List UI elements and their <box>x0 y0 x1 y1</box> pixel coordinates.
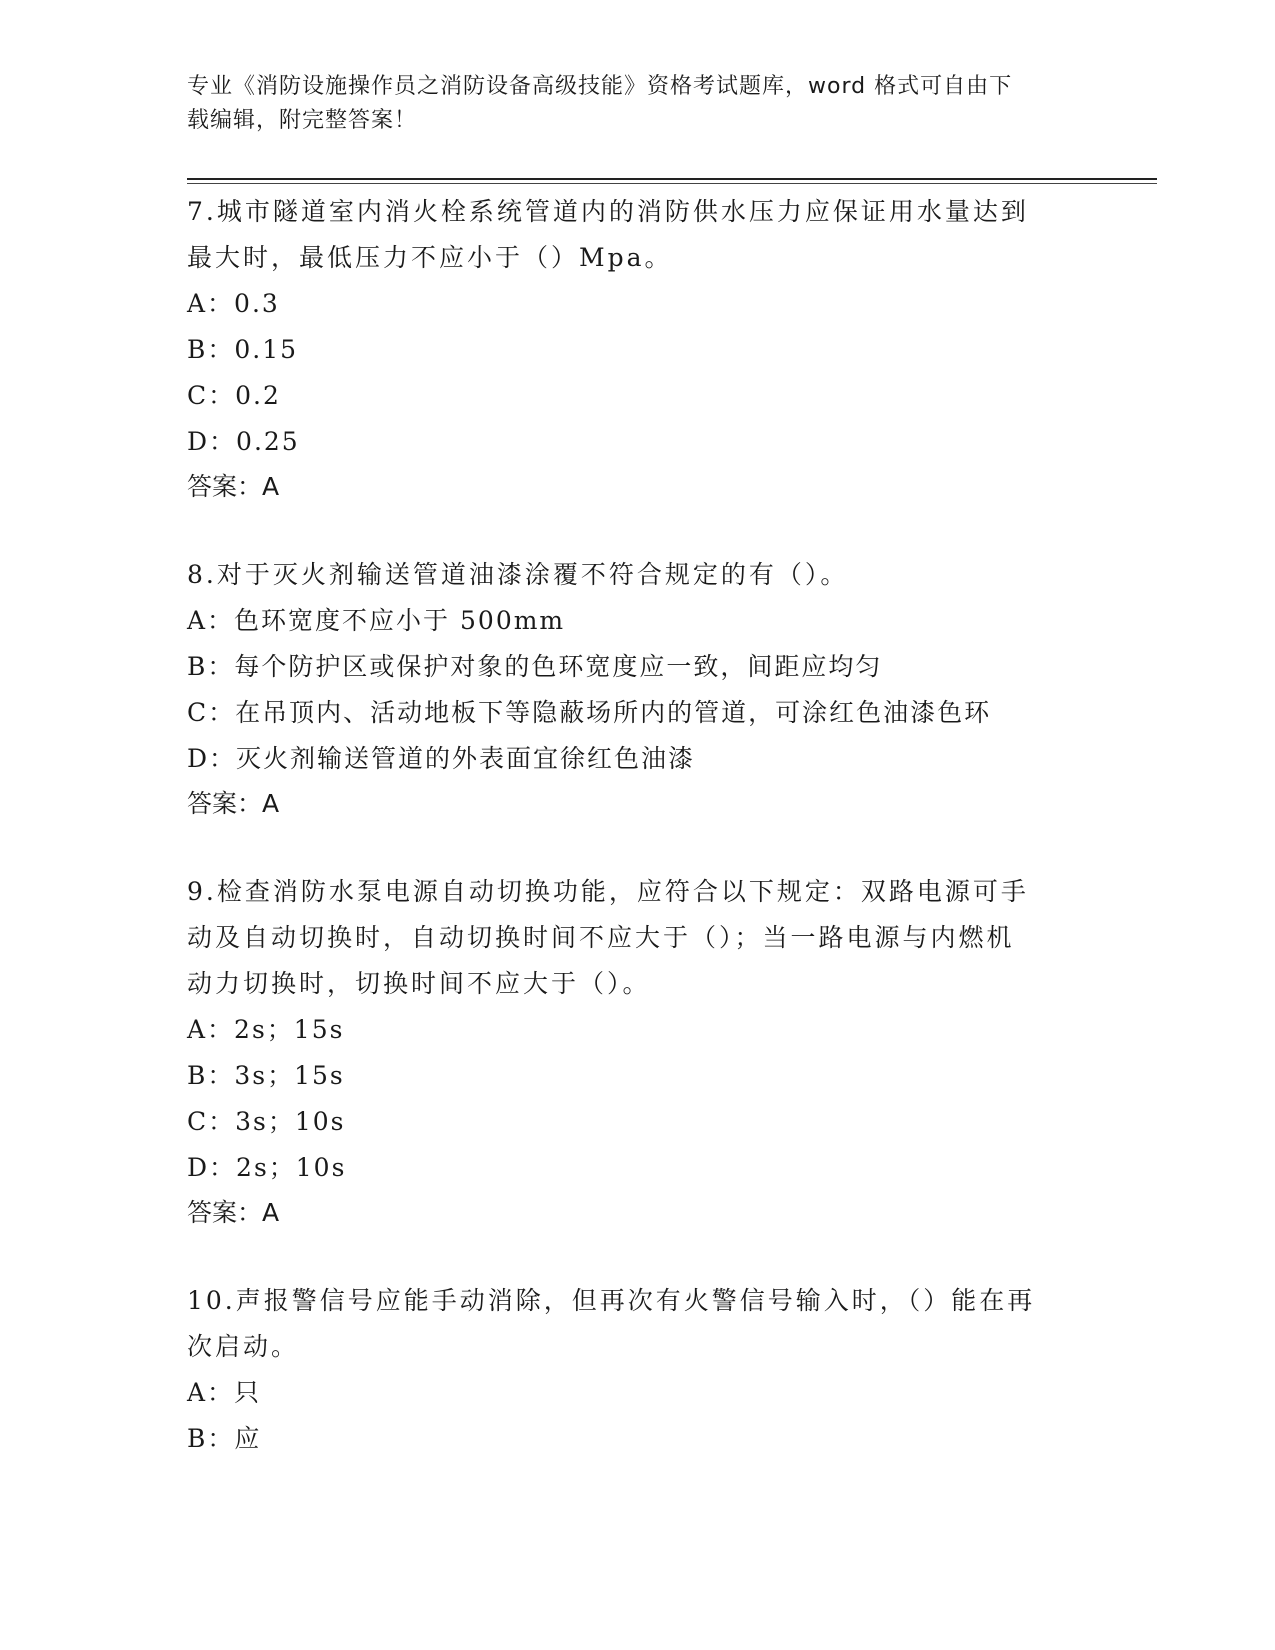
option-b: B：应 <box>187 1424 262 1453</box>
option-d: D：0.25 <box>187 427 300 456</box>
option-a: A：2s；15s <box>187 1015 345 1044</box>
stem-line: 动及自动切换时，自动切换时间不应大于（）；当一路电源与内燃机 <box>187 923 1015 952</box>
option-c: C：3s；10s <box>187 1107 346 1136</box>
question-stem <box>187 189 1087 281</box>
question-stem <box>187 552 1087 598</box>
option-a: A：色环宽度不应小于 500mm <box>187 606 566 635</box>
document-header <box>187 70 1067 138</box>
option-b: B：每个防护区或保护对象的色环宽度应一致，间距应均匀 <box>187 652 883 681</box>
option-a: A：只 <box>187 1378 262 1407</box>
option-d: D：灭火剂输送管道的外表面宜徐红色油漆 <box>187 744 696 773</box>
option-c: C：在吊顶内、活动地板下等隐蔽场所内的管道，可涂红色油漆色环 <box>187 698 992 727</box>
answer: 答案：A <box>187 1198 280 1227</box>
header-line-1: 专业《消防设施操作员之消防设备高级技能》资格考试题库，word 格式可自由下 <box>187 74 1013 99</box>
question-stem <box>187 1278 1087 1370</box>
question-9 <box>187 869 1087 1235</box>
stem-line: 最大时，最低压力不应小于（）Mpa。 <box>187 243 673 272</box>
stem-line: 10.声报警信号应能手动消除，但再次有火警信号输入时，（）能在再 <box>187 1286 1036 1315</box>
question-8 <box>187 552 1087 826</box>
question-stem <box>187 869 1087 1007</box>
answer: 答案：A <box>187 472 280 501</box>
header-divider-thin <box>187 183 1157 184</box>
question-list <box>187 189 1087 1505</box>
option-b: B：3s；15s <box>187 1061 345 1090</box>
option-d: D：2s；10s <box>187 1153 347 1182</box>
stem-line: 动力切换时，切换时间不应大于（）。 <box>187 969 651 998</box>
option-c: C：0.2 <box>187 381 281 410</box>
question-7 <box>187 189 1087 509</box>
header-line-2: 载编辑，附完整答案！ <box>187 108 418 133</box>
stem-line: 7.城市隧道室内消火栓系统管道内的消防供水压力应保证用水量达到 <box>187 197 1029 226</box>
option-b: B：0.15 <box>187 335 299 364</box>
option-a: A：0.3 <box>187 289 280 318</box>
answer: 答案：A <box>187 789 280 818</box>
question-10 <box>187 1278 1087 1462</box>
header-divider-thick <box>187 178 1157 180</box>
stem-line: 8.对于灭火剂输送管道油漆涂覆不符合规定的有（）。 <box>187 560 849 589</box>
stem-line: 次启动。 <box>187 1332 300 1361</box>
stem-line: 9.检查消防水泵电源自动切换功能，应符合以下规定：双路电源可手 <box>187 877 1029 906</box>
